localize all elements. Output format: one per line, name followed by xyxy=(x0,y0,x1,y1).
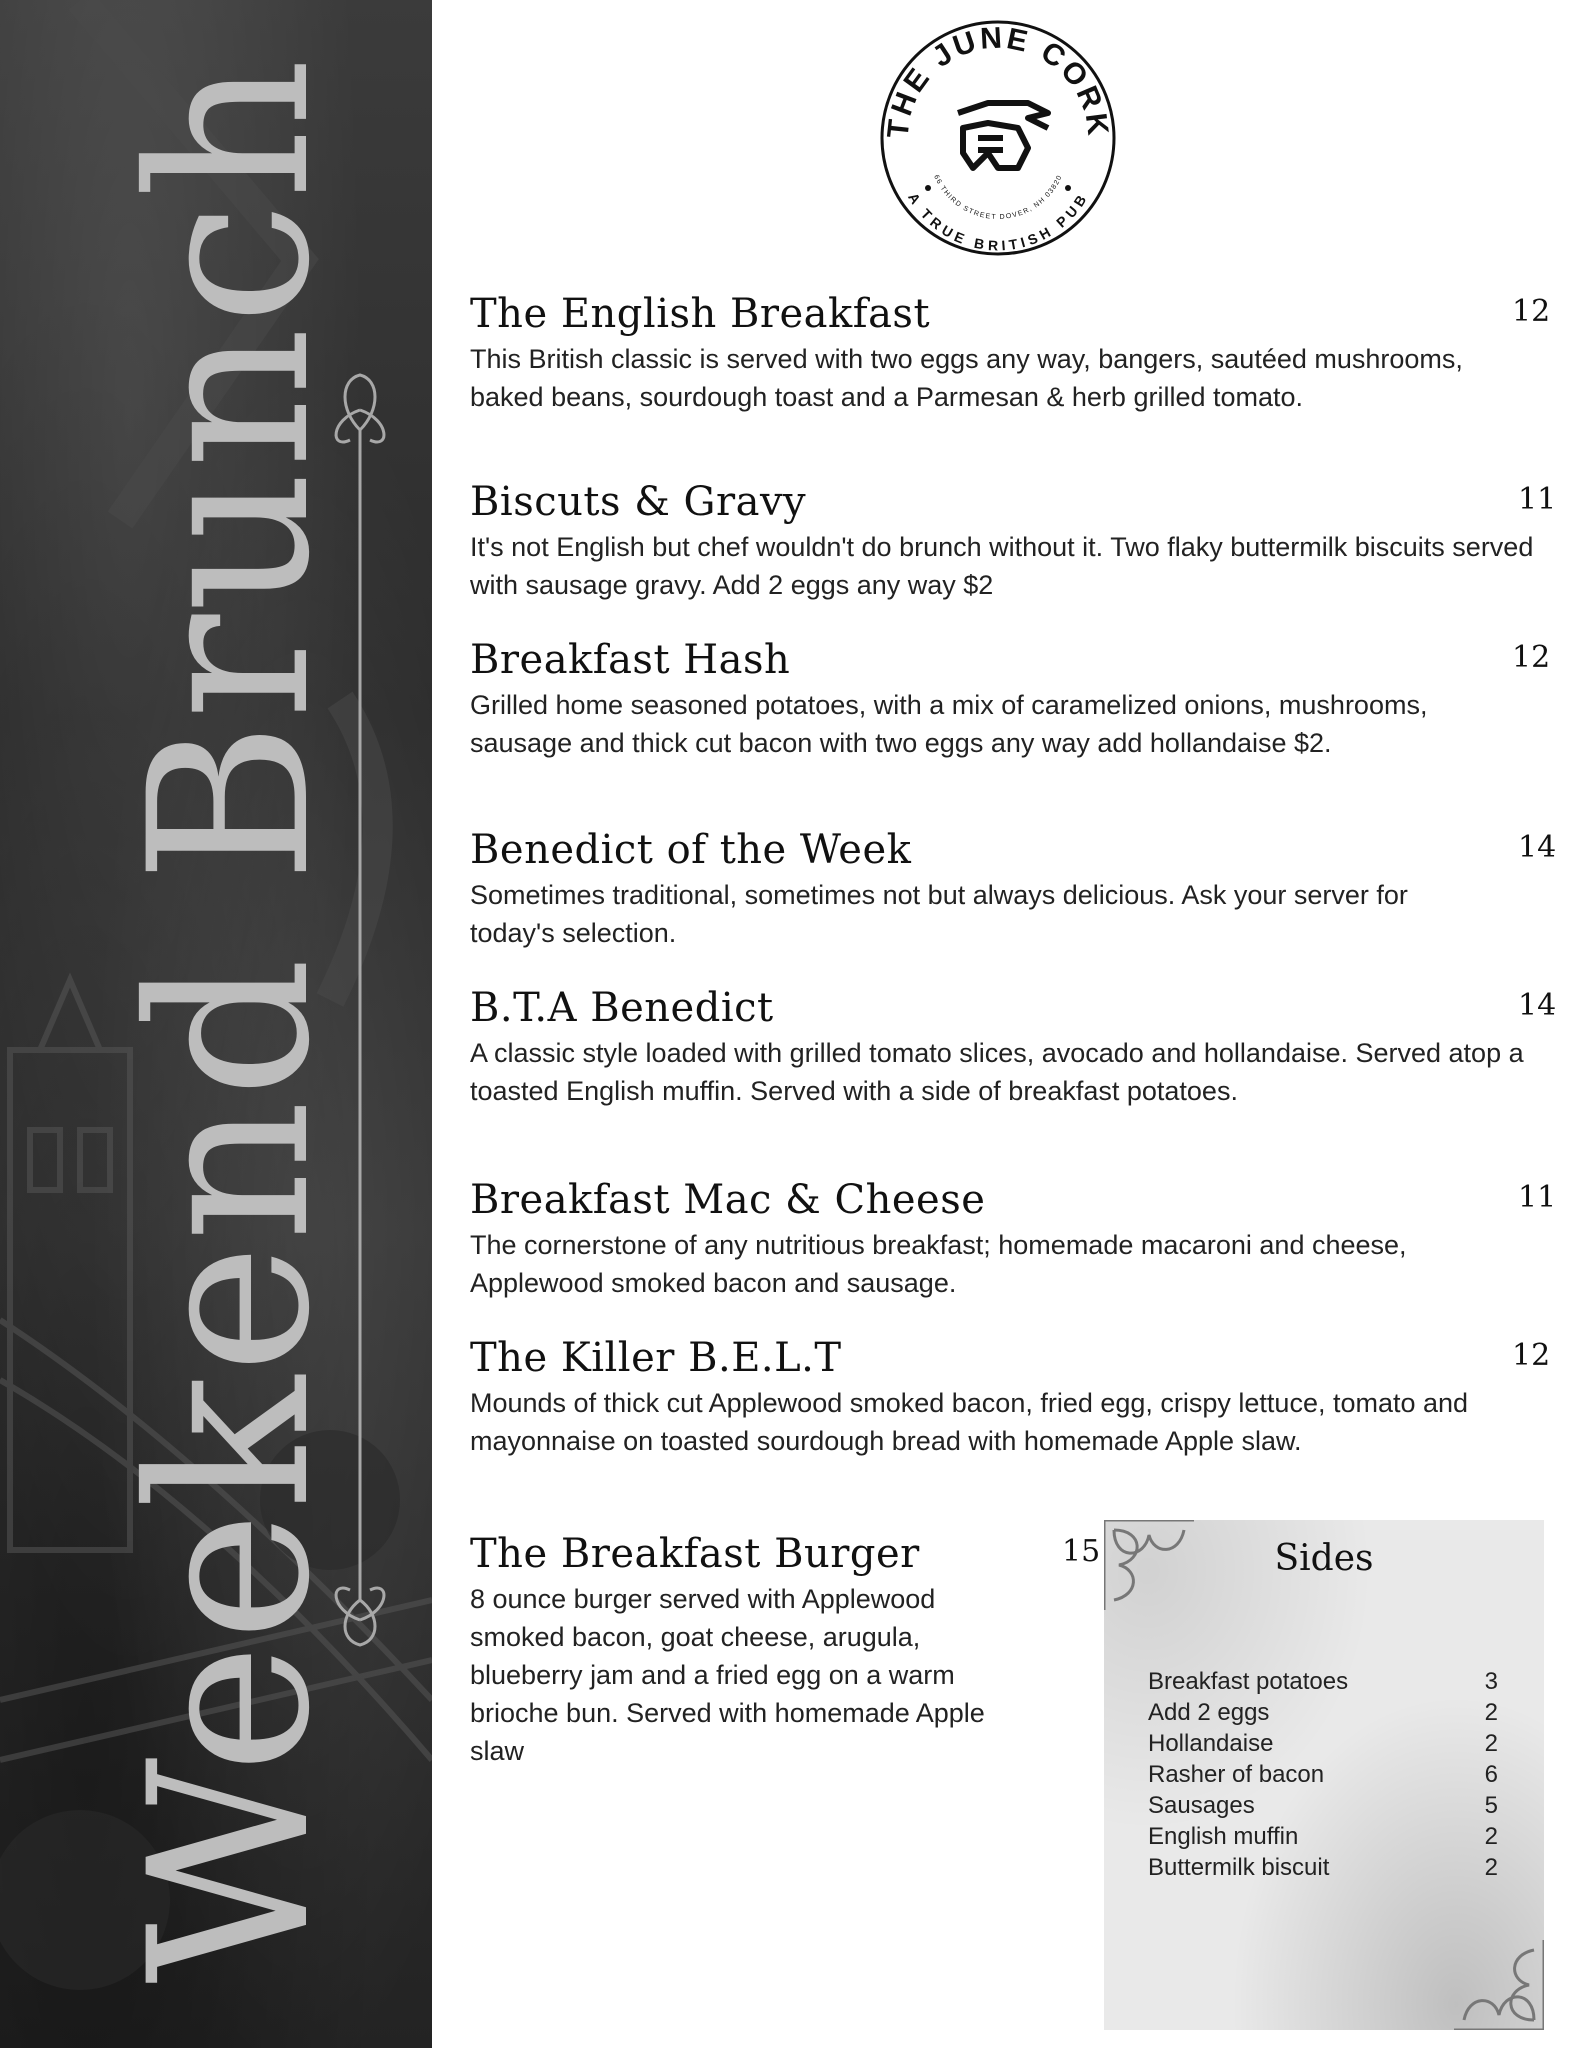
side-item-name: Buttermilk biscuit xyxy=(1148,1854,1330,1881)
svg-text:THE JUNE CORK: THE JUNE CORK xyxy=(881,21,1115,140)
side-item xyxy=(1148,1852,1498,1883)
menu-item-description: 8 ounce burger served with Applewood smoked bacon, goat cheese, arugula, blueberry jam and a fried egg on a warm brioche bun. Served with homemade Apple slaw xyxy=(470,1584,985,1766)
menu-item-description: This British classic is served with two eggs any way, bangers, sautéed mushrooms, baked beans, sourdough toast and a Parmesan & herb grilled tomato. xyxy=(470,344,1463,412)
side-item xyxy=(1148,1697,1498,1728)
menu-item-price: 12 xyxy=(1512,294,1551,329)
menu-item-name: The Breakfast Burger xyxy=(470,1531,920,1577)
side-item-name: Rasher of bacon xyxy=(1148,1761,1325,1788)
side-item-price: 6 xyxy=(1484,1761,1498,1788)
side-item-name: Breakfast potatoes xyxy=(1148,1668,1349,1695)
sides-title: Sides xyxy=(1274,1538,1374,1579)
vertical-title: Weekend Brunch xyxy=(102,56,358,1984)
menu-item-name: Breakfast Hash xyxy=(470,637,791,683)
side-item-price: 2 xyxy=(1484,1699,1498,1726)
side-item-price: 2 xyxy=(1484,1854,1498,1881)
menu-item xyxy=(470,1176,1557,1302)
side-item-name: Hollandaise xyxy=(1148,1730,1274,1757)
side-item-price: 3 xyxy=(1484,1668,1498,1695)
menu-item-price: 15 xyxy=(1062,1534,1101,1569)
menu-item-name: B.T.A Benedict xyxy=(470,985,774,1031)
side-item-name: Sausages xyxy=(1148,1792,1255,1819)
svg-text:66 THIRD STREET DOVER, NH 0382: 66 THIRD STREET DOVER, NH 03820 xyxy=(932,173,1064,222)
left-decorative-panel xyxy=(0,0,432,2048)
menu-item-price: 11 xyxy=(1518,482,1557,517)
side-item-price: 2 xyxy=(1484,1823,1498,1850)
menu-item-price: 11 xyxy=(1518,1180,1557,1215)
menu-item xyxy=(470,1530,1101,1770)
side-item xyxy=(1148,1821,1498,1852)
griffin-icon xyxy=(958,103,1048,168)
side-item xyxy=(1148,1790,1498,1821)
menu-item xyxy=(470,290,1551,416)
side-item-name: English muffin xyxy=(1148,1823,1299,1850)
menu-item-price: 14 xyxy=(1518,988,1557,1023)
menu-item xyxy=(470,478,1557,604)
menu-item-description: The cornerstone of any nutritious breakfast; homemade macaroni and cheese, Applewood smoked bacon and sausage. xyxy=(470,1230,1407,1298)
side-item xyxy=(1148,1666,1498,1697)
menu-item-description: Sometimes traditional, sometimes not but always delicious. Ask your server for today's selection. xyxy=(470,880,1408,948)
menu-item-name: The English Breakfast xyxy=(470,291,931,337)
menu-item-description: Mounds of thick cut Applewood smoked bacon, fried egg, crispy lettuce, tomato and mayonnaise on toasted sourdough bread with homemade Apple slaw. xyxy=(470,1388,1469,1456)
june-cork-logo xyxy=(878,18,1118,258)
menu-item-price: 14 xyxy=(1518,830,1557,865)
side-item-price: 2 xyxy=(1484,1730,1498,1757)
menu-item-name: Benedict of the Week xyxy=(470,827,912,873)
menu-item-description: It's not English but chef wouldn't do brunch without it. Two flaky buttermilk biscuits served with sausage gravy. Add 2 eggs any way $2 xyxy=(470,532,1534,600)
menu-item-name: The Killer B.E.L.T xyxy=(470,1335,842,1381)
sides-box xyxy=(1104,1520,1544,2030)
divider-ornament xyxy=(330,370,390,1650)
menu-item xyxy=(470,1334,1551,1460)
side-item-price: 5 xyxy=(1484,1792,1498,1819)
sides-list xyxy=(1148,1666,1498,1883)
menu-item-price: 12 xyxy=(1512,640,1551,675)
side-item xyxy=(1148,1759,1498,1790)
menu-item-name: Breakfast Mac & Cheese xyxy=(470,1177,986,1223)
menu-item-description: A classic style loaded with grilled tomato slices, avocado and hollandaise. Served atop a toasted English muffin. Served with a side of breakfast potatoes. xyxy=(470,1038,1524,1106)
menu-item-description: Grilled home seasoned potatoes, with a mix of caramelized onions, mushrooms, sausage and thick cut bacon with two eggs any way add hollandaise $2. xyxy=(470,690,1428,758)
menu-item xyxy=(470,826,1557,952)
svg-text:A TRUE BRITISH PUB: A TRUE BRITISH PUB xyxy=(905,189,1091,254)
corner-ornament-icon xyxy=(1454,1940,1544,2030)
menu-item-name: Biscuts & Gravy xyxy=(470,479,807,525)
menu-item xyxy=(470,984,1557,1110)
side-item-name: Add 2 eggs xyxy=(1148,1699,1270,1726)
side-item xyxy=(1148,1728,1498,1759)
menu-item-price: 12 xyxy=(1512,1338,1551,1373)
menu-item xyxy=(470,636,1551,762)
